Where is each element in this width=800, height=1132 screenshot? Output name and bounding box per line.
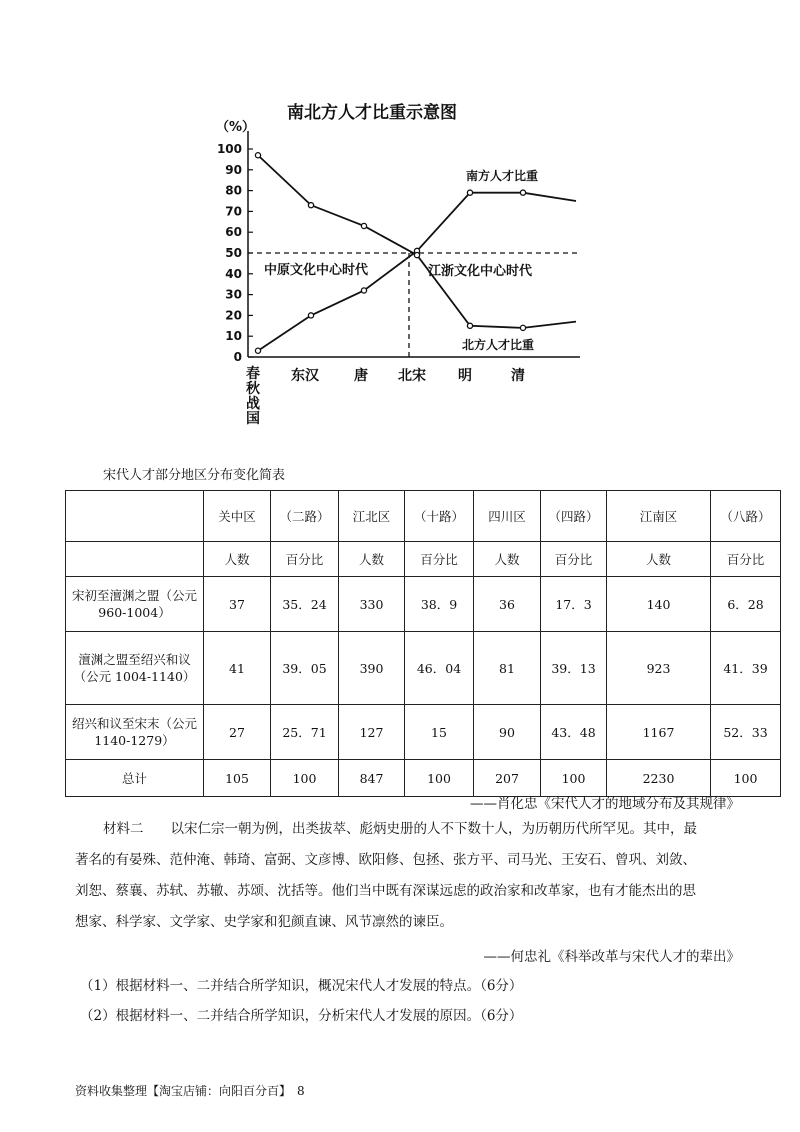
table-cell: 37 [204,577,271,632]
table-cell: 27 [204,705,271,760]
table-cell: 25．71 [271,705,339,760]
data-point [255,348,260,353]
table-cell: 38．9 [405,577,474,632]
table-cell: 330 [339,577,405,632]
data-point [520,190,525,195]
legend-south: 南方人才比重 [466,169,539,183]
header-cell: （八路） [711,491,781,542]
talent-distribution-table [65,490,781,797]
subheader-cell: 百分比 [405,542,474,577]
table-cell: 127 [339,705,405,760]
total-cell: 847 [339,760,405,797]
subheader-cell [66,542,204,577]
table-cell: 17．3 [541,577,607,632]
table-row [66,577,781,632]
table-cell: 52．33 [711,705,781,760]
data-point [467,323,472,328]
y-axis-label: （%） [216,120,256,135]
x-tick-labels [246,365,525,427]
table-cell: 36 [474,577,541,632]
x-tick-label: 东汉 [291,368,319,384]
y-tick-label: 90 [225,162,242,177]
total-cell: 100 [405,760,474,797]
table-cell: 1167 [607,705,711,760]
material2-line: 著名的有晏殊、范仲淹、韩琦、富弼、文彦博、欧阳修、包拯、张方平、司马光、王安石、曾巩、刘敛、 [75,852,696,868]
table-cell: 41．39 [711,632,781,705]
table-cell: 41 [204,632,271,705]
table-cell: 140 [607,577,711,632]
y-tick-label: 50 [225,246,242,260]
x-tick-label: 唐 [354,368,368,384]
y-tick-label: 60 [225,225,242,240]
table-cell: 43．48 [541,705,607,760]
header-cell: （十路） [405,491,474,542]
total-cell: 105 [204,760,271,797]
total-cell: 100 [711,760,781,797]
page-footer: 资料收集整理【淘宝店铺：向阳百分百】 8 [75,1084,305,1098]
header-cell [66,491,204,542]
data-point [467,190,472,195]
table-cell: 46．04 [405,632,474,705]
header-cell: 江北区 [339,491,405,542]
annotation-central-plains: 中原文化中心时代 [264,263,369,278]
material2-source: ——何忠礼《科举改革与宋代人才的辈出》 [483,949,740,965]
data-point [308,313,313,318]
material2-line: 刘恕、蔡襄、苏轼、苏辙、苏颂、沈括等。他们当中既有深谋远虑的政治家和改革家，也有才能杰出的思 [75,883,696,899]
subheader-cell: 百分比 [541,542,607,577]
chart-axes [248,131,580,357]
annotation-jiangzhe: 江浙文化中心时代 [428,264,533,279]
legend-north: 北方人才比重 [462,338,535,352]
period-cell: 绍兴和议至宋末（公元 1140-1279） [66,705,204,760]
header-cell: （二路） [271,491,339,542]
subheader-cell: 百分比 [271,542,339,577]
table-header-row [66,491,781,542]
total-cell: 207 [474,760,541,797]
data-point [361,223,366,228]
table-cell: 81 [474,632,541,705]
total-cell: 100 [271,760,339,797]
y-tick-label: 80 [225,183,242,198]
table-cell: 6．28 [711,577,781,632]
y-tick-label: 0 [233,350,242,364]
material2-line: 材料二 以宋仁宗一朝为例，出类拔萃、彪炳史册的人不下数十人，为历朝历代所罕见。其中，最 [103,821,697,837]
table-source: ——肖化忠《宋代人才的地域分布及其规律》 [470,796,740,812]
header-cell: （四路） [541,491,607,542]
subheader-cell: 百分比 [711,542,781,577]
subheader-cell: 人数 [474,542,541,577]
y-tick-label: 10 [225,329,242,344]
table-row [66,632,781,705]
data-point [414,252,419,257]
total-cell: 100 [541,760,607,797]
table-cell: 90 [474,705,541,760]
table-cell: 15 [405,705,474,760]
header-cell: 四川区 [474,491,541,542]
table-subheader-row [66,542,781,577]
table-cell: 923 [607,632,711,705]
y-tick-label: 70 [225,204,242,219]
table-row [66,705,781,760]
table-cell: 39．05 [271,632,339,705]
y-tick-label: 100 [216,142,242,156]
total-label-cell: 总计 [66,760,204,797]
chart-title: 南北方人才比重示意图 [287,103,457,123]
period-cell: 宋初至澶渊之盟（公元 960-1004） [66,577,204,632]
x-tick-label: 清 [511,368,525,384]
x-tick-label: 北宋 [398,368,426,384]
subheader-cell: 人数 [607,542,711,577]
x-tick-label: 明 [458,368,472,384]
material2-line: 想家、科学家、文学家、史学家和犯颜直谏、风节凛然的谏臣。 [75,914,453,930]
period-cell: 澶渊之盟至绍兴和议（公元 1004-1140） [66,632,204,705]
data-point [520,325,525,330]
question-1: （1）根据材料一、二并结合所学知识，概况宋代人才发展的特点。（6分） [80,978,523,994]
header-cell: 关中区 [204,491,271,542]
y-tick-label: 30 [225,287,242,302]
table-caption: 宋代人才部分地区分布变化简表 [103,468,286,483]
table-cell: 39．13 [541,632,607,705]
data-point [361,288,366,293]
y-tick-label: 20 [225,308,242,323]
table-cell: 35．24 [271,577,339,632]
y-tick-label: 40 [225,266,242,281]
table-cell: 390 [339,632,405,705]
table-total-row [66,760,781,797]
data-point [255,153,260,158]
subheader-cell: 人数 [339,542,405,577]
total-cell: 2230 [607,760,711,797]
talent-ratio-chart [0,0,800,440]
subheader-cell: 人数 [204,542,271,577]
question-2: （2）根据材料一、二并结合所学知识，分析宋代人才发展的原因。（6分） [80,1008,523,1024]
data-point [308,203,313,208]
x-tick-label: 春秋战国 [246,366,260,427]
header-cell: 江南区 [607,491,711,542]
